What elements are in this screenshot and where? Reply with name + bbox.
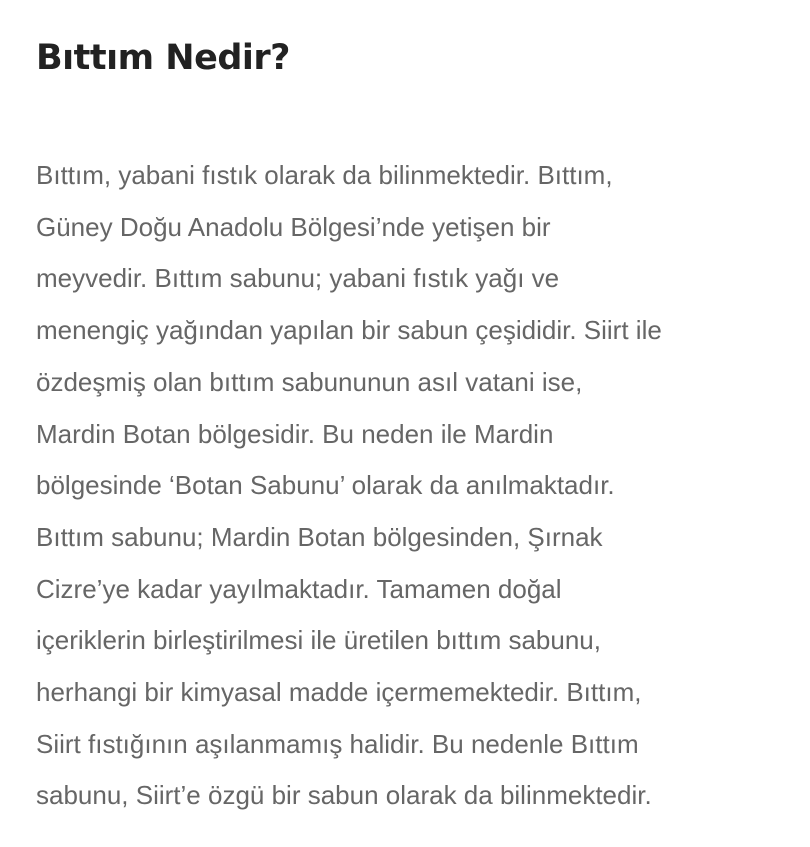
paragraph-line: bölgesinde ‘Botan Sabunu’ olarak da anılmaktadır. — [36, 470, 615, 501]
page-title: Bıttım Nedir? — [36, 38, 290, 78]
paragraph-line: herhangi bir kimyasal madde içermemektedir. Bıttım, — [36, 677, 642, 708]
paragraph-line: Güney Doğu Anadolu Bölgesi’nde yetişen bir — [36, 211, 551, 242]
paragraph-line: menengiç yağından yapılan bir sabun çeşididir. Siirt ile — [36, 315, 662, 346]
paragraph-line: meyvedir. Bıttım sabunu; yabani fıstık yağı ve — [36, 263, 560, 294]
paragraph-line: Cizre’ye kadar yayılmaktadır. Tamamen doğal — [36, 573, 562, 604]
paragraph-line: Bıttım sabunu; Mardin Botan bölgesinden, Şırnak — [36, 521, 603, 552]
paragraph-line: sabunu, Siirt’e özgü bir sabun olarak da bilinmektedir. — [36, 780, 652, 811]
paragraph-line: özdeşmiş olan bıttım sabununun asıl vatani ise, — [36, 366, 583, 397]
paragraph-line: Siirt fıstığının aşılanmamış halidir. Bu nedenle Bıttım — [36, 728, 639, 759]
paragraph-line: Bıttım, yabani fıstık olarak da bilinmektedir. Bıttım, — [36, 160, 613, 190]
paragraph-line: Mardin Botan bölgesidir. Bu neden ile Mardin — [36, 418, 554, 449]
paragraph-line: içeriklerin birleştirilmesi ile üretilen bıttım sabunu, — [36, 625, 601, 656]
article-paragraph — [36, 150, 806, 822]
